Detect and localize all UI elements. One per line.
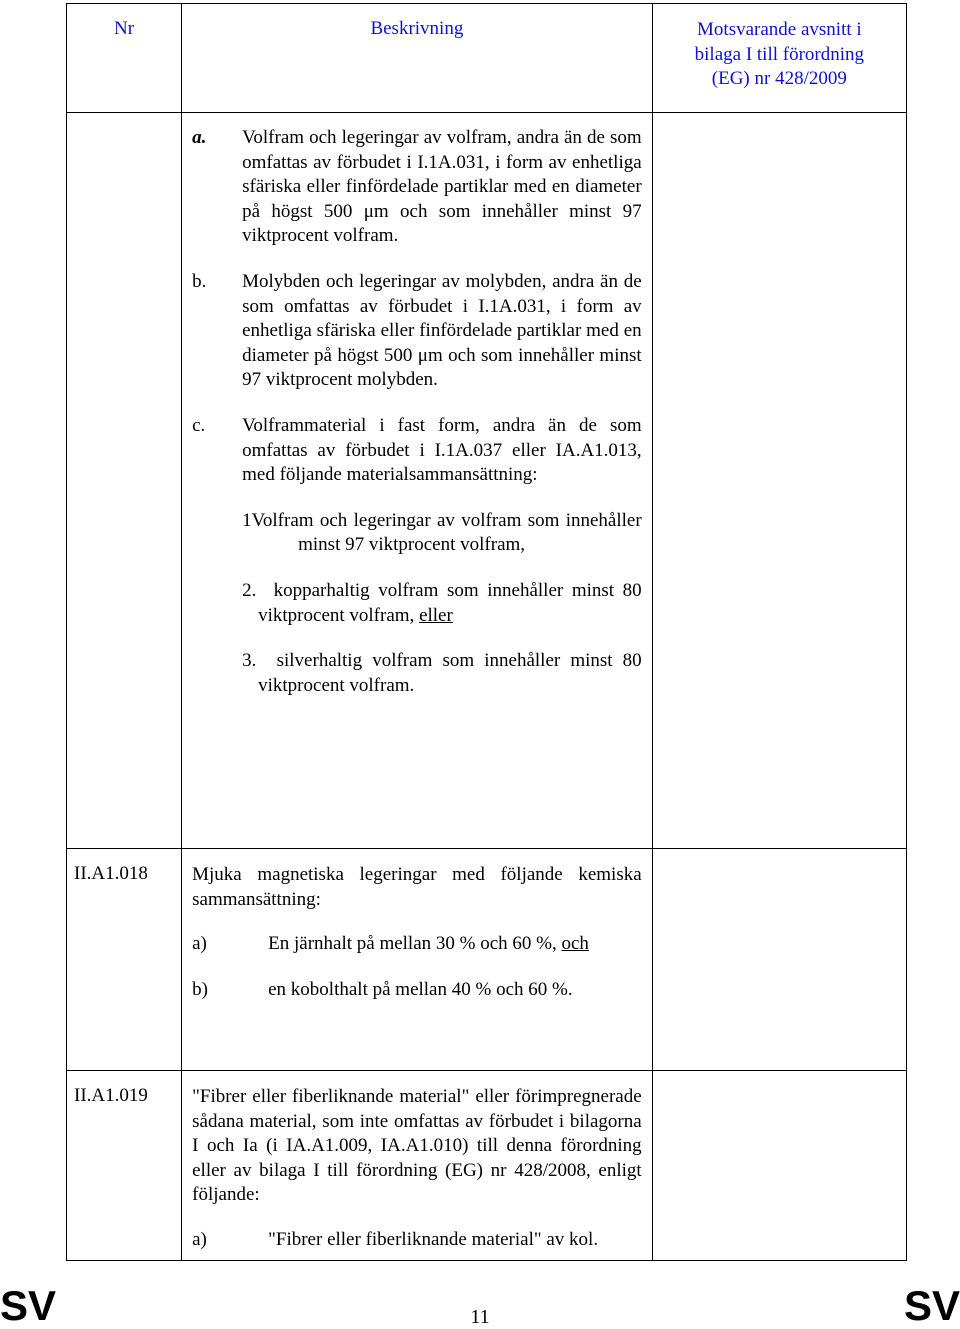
sub-item-2	[242, 579, 642, 628]
row3-nr: II.A1.019	[74, 1085, 148, 1106]
row3-nr-cell	[67, 1071, 182, 1261]
row3-intro: "Fibrer eller fiberliknande material" eller förimpregnerade sådana material, som inte omfattas av förbudet i bilagorna I och Ia (i IA.A1.009, IA.A1.010) till denna förordning eller av bilaga I till förordning (EG) nr 428/2008, enligt följande:	[192, 1086, 642, 1206]
row2-reference-cell	[652, 849, 906, 1071]
row2-intro: Mjuka magnetiska legeringar med följande kemiska sammansättning:	[192, 864, 642, 910]
page-number: 11	[470, 1306, 490, 1328]
row1-description-cell	[182, 113, 653, 849]
list-item-c	[192, 414, 642, 488]
row2-item-a-label: a)	[192, 933, 207, 955]
row3-item-a-text: "Fibrer eller fiberliknande material" av kol.	[268, 1228, 599, 1250]
row2-item-a-text: En järnhalt på mellan 30 % och 60 %,	[268, 933, 557, 955]
sub-item-1	[242, 509, 642, 558]
list-item-b	[192, 270, 642, 393]
row2-item-a-tail: och	[561, 933, 589, 955]
sub-item-1-num: 1	[242, 509, 252, 531]
row2-item-b-text: en kobolthalt på mellan 40 % och 60 %.	[268, 978, 573, 1000]
language-code-left: SV	[0, 1282, 57, 1329]
regulation-table	[66, 3, 907, 1261]
row3-item-a	[192, 1228, 642, 1253]
header-nr: Nr	[67, 4, 182, 113]
sub-item-1-text: Volfram och legeringar av volfram som innehåller minst 97 viktprocent volfram,	[251, 509, 642, 556]
sub-item-2-tail: eller	[419, 604, 453, 626]
item-a-text: Volfram och legeringar av volfram, andra än de som omfattas av förbudet i I.1A.031, i form av enhetliga sfäriska eller finfördelade partiklar med en diameter på högst 500 μm och som innehåller minst 97 viktprocent volfram.	[242, 127, 642, 247]
header-reference	[652, 4, 906, 113]
list-item-a	[192, 126, 642, 249]
table-row	[67, 113, 907, 849]
header-ref-line3: (EG) nr 428/2009	[711, 68, 847, 89]
sub-item-3-num: 3.	[242, 650, 257, 672]
row2-nr: II.A1.018	[74, 863, 148, 884]
header-ref-line2: bilaga I till förordning	[694, 43, 865, 65]
header-ref-line1: Motsvarande avsnitt i	[697, 19, 862, 40]
item-b-label: b.	[192, 270, 207, 292]
row3-reference-cell	[652, 1071, 906, 1261]
sub-item-3-text: silverhaltig volfram som innehåller minst 80 viktprocent volfram.	[258, 650, 642, 696]
item-c-label: c.	[192, 414, 206, 436]
row2-nr-cell	[67, 849, 182, 1071]
row1-nr-cell	[67, 113, 182, 849]
sub-item-2-num: 2.	[242, 579, 257, 601]
row2-item-b-label: b)	[192, 978, 208, 1000]
item-c-text: Volframmaterial i fast form, andra än de som omfattas av förbudet i I.1A.037 eller IA.A1.013, med följande materialsammansättning:	[242, 414, 642, 486]
row1-reference-cell	[652, 113, 906, 849]
sub-item-2-text: kopparhaltig volfram som innehåller minst 80 viktprocent volfram,	[258, 579, 642, 626]
language-code-right: SV	[903, 1282, 960, 1329]
header-description: Beskrivning	[182, 4, 653, 113]
table-header-row	[67, 4, 907, 113]
item-b-text: Molybden och legeringar av molybden, andra än de som omfattas av förbudet i I.1A.031, i form av enhetliga sfäriska eller finfördelade partiklar med en diameter på högst 500 μm och som innehåller minst 97 viktprocent molybden.	[242, 270, 642, 391]
row3-item-a-label: a)	[192, 1228, 207, 1250]
row3-description-cell	[182, 1071, 653, 1261]
table-row	[67, 849, 907, 1071]
sub-item-3	[242, 649, 642, 698]
row2-description-cell	[182, 849, 653, 1071]
row2-item-b	[192, 978, 642, 1003]
row2-item-a	[192, 932, 642, 957]
table-row	[67, 1071, 907, 1261]
item-a-label: a.	[192, 127, 207, 148]
